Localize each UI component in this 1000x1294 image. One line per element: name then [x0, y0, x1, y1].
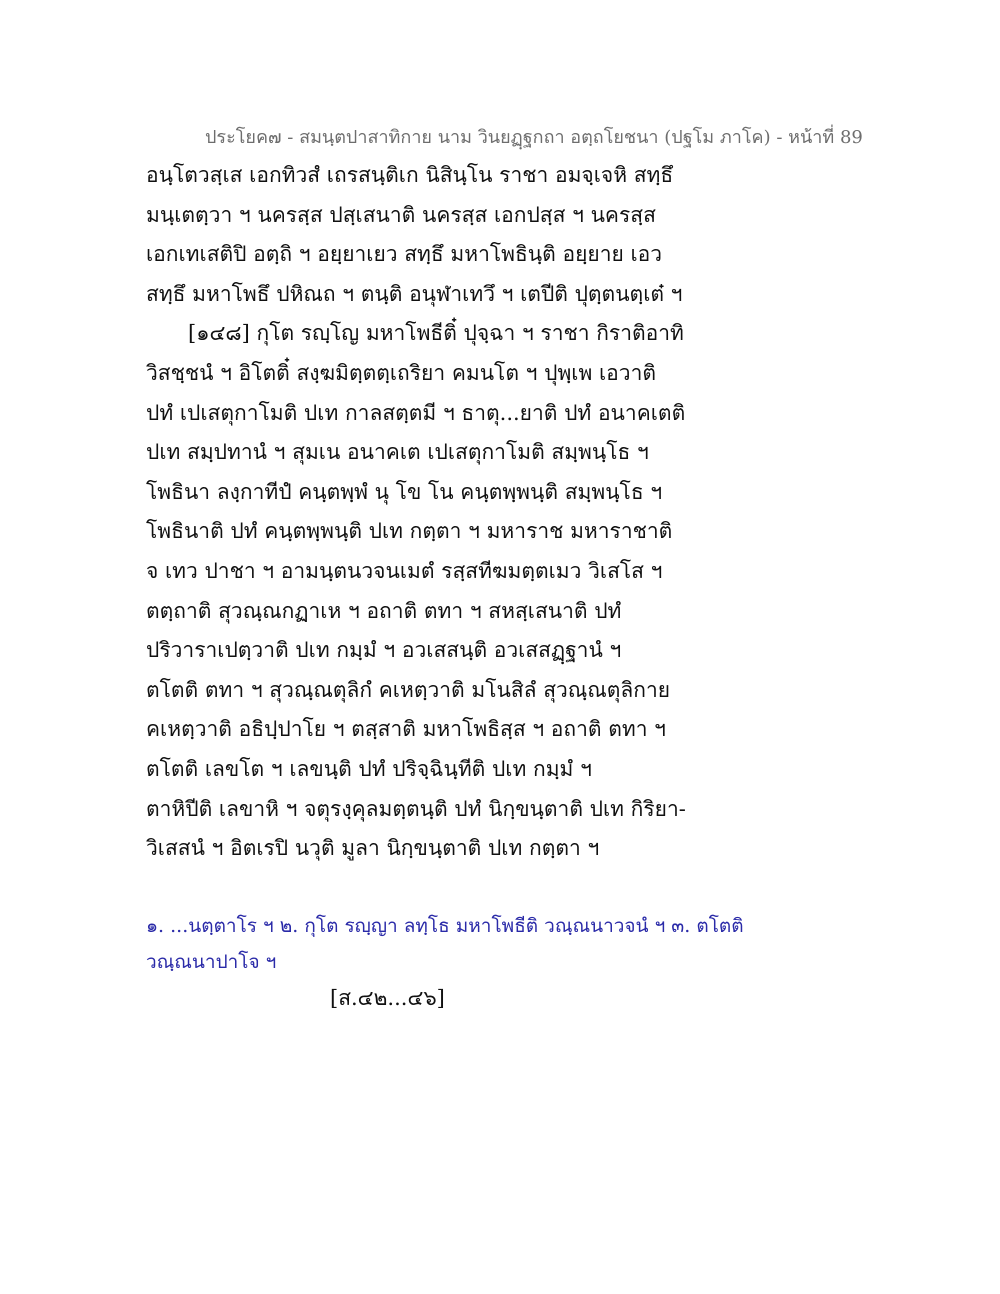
footnotes: [146, 908, 846, 980]
text-line: [๑๔๘] กุโต รญฺโญ มหาโพธีติ๋ ปุจฺฉา ฯ ราชา กิราติอาทิ: [188, 321, 684, 346]
text-line: ปทํ เปเสตุกาโมติ ปเท กาลสตฺตมี ฯ ธาตุ...ยาติ ปทํ อนาคเตติ: [146, 400, 686, 425]
text-line: เอกเทเสติปิ อตฺถิ ฯ อยฺยาเยว สทฺธึ มหาโพธินฺติ อยฺยาย เอว: [146, 242, 663, 267]
text-line: วิเสสนํ ฯ อิตเรปิ นวุติ มูลา นิกฺขนฺตาติ ปเท กตฺตา ฯ: [146, 836, 600, 861]
page-reference: [ส.๔๒...๔๖]: [330, 986, 445, 1010]
text-line: โพธินาติ ปทํ คนฺตพฺพนฺติ ปเท กตฺตา ฯ มหาราช มหาราชาติ: [146, 519, 673, 544]
text-line: ตโตติ ตทา ฯ สุวณฺณตุลิกํ คเหตฺวาติ มโนสิลํ สุวณฺณตุลิกาย: [146, 677, 671, 702]
text-line: สทฺธึ มหาโพธึ ปหิณถ ฯ ตนฺติ อนุฬาเทวึ ฯ เตปีติ ปุตฺตนตฺเต๋ ฯ: [146, 281, 683, 306]
text-line: ตโตติ เลขโต ฯ เลขนฺติ ปทํ ปริจฺฉินฺทีติ ปเท กมฺมํ ฯ: [146, 756, 592, 781]
text-line: ตตฺถาติ สุวณฺณกฏาเห ฯ อถาติ ตทา ฯ สหสฺเสนาติ ปทํ: [146, 598, 622, 623]
page-header: ประโยค๗ - สมนฺตปาสาทิกาย นาม วินยฏฺฐกถา อตฺถโยชนา (ปฐโม ภาโค) - หน้าที่ 89: [205, 127, 863, 148]
text-line: โพธินา ลงฺกาทีปํ คนฺตพฺพํ นุ โข โน คนฺตพฺพนฺติ สมฺพนฺโธ ฯ: [146, 479, 663, 504]
footnote-line: วณฺณนาปาโจ ฯ: [146, 951, 277, 973]
text-line: อนฺโตวสฺเส เอกทิวสํ เถรสนฺติเก นิสินฺโน ราชา อมจฺเจหิ สทฺธึ: [146, 163, 674, 187]
text-line: มนฺเตตฺวา ฯ นครสฺส ปสฺเสนาติ นครสฺส เอกปสฺส ฯ นครสฺส: [146, 202, 656, 227]
text-line: ปเท สมฺปทานํ ฯ สุมเน อนาคเต เปเสตุกาโมติ สมฺพนฺโธ ฯ: [146, 440, 649, 465]
footnote-line: ๑. ...นตฺตาโร ฯ ๒. กุโต รญฺญา ลทฺโธ มหาโพธีติ วณฺณนาวจนํ ฯ ๓. ตโตติ: [146, 915, 744, 937]
text-line: ปริวาราเปตฺวาติ ปเท กมฺมํ ฯ อวเสสนฺติ อวเสสฏฺฐานํ ฯ: [146, 638, 622, 663]
text-line: วิสชฺชนํ ฯ อิโตติ๋ สงฺฆมิตฺตตฺเถริยา คมนโต ฯ ปุพฺเพ เอวาติ: [146, 360, 656, 385]
text-line: คเหตฺวาติ อธิปฺปาโย ฯ ตสฺสาติ มหาโพธิสฺส ฯ อถาติ ตทา ฯ: [146, 717, 666, 742]
body-text: [146, 156, 846, 869]
text-line: ตาหิปีติ เลขาหิ ฯ จตุรงฺคุลมตฺตนฺติ ปทํ นิกฺขนฺตาติ ปเท กิริยา-: [146, 796, 686, 821]
text-line: จ เทว ปาชา ฯ อามนฺตนวจนเมตํ รสฺสทีฆมตฺตเมว วิเสโส ฯ: [146, 558, 663, 583]
